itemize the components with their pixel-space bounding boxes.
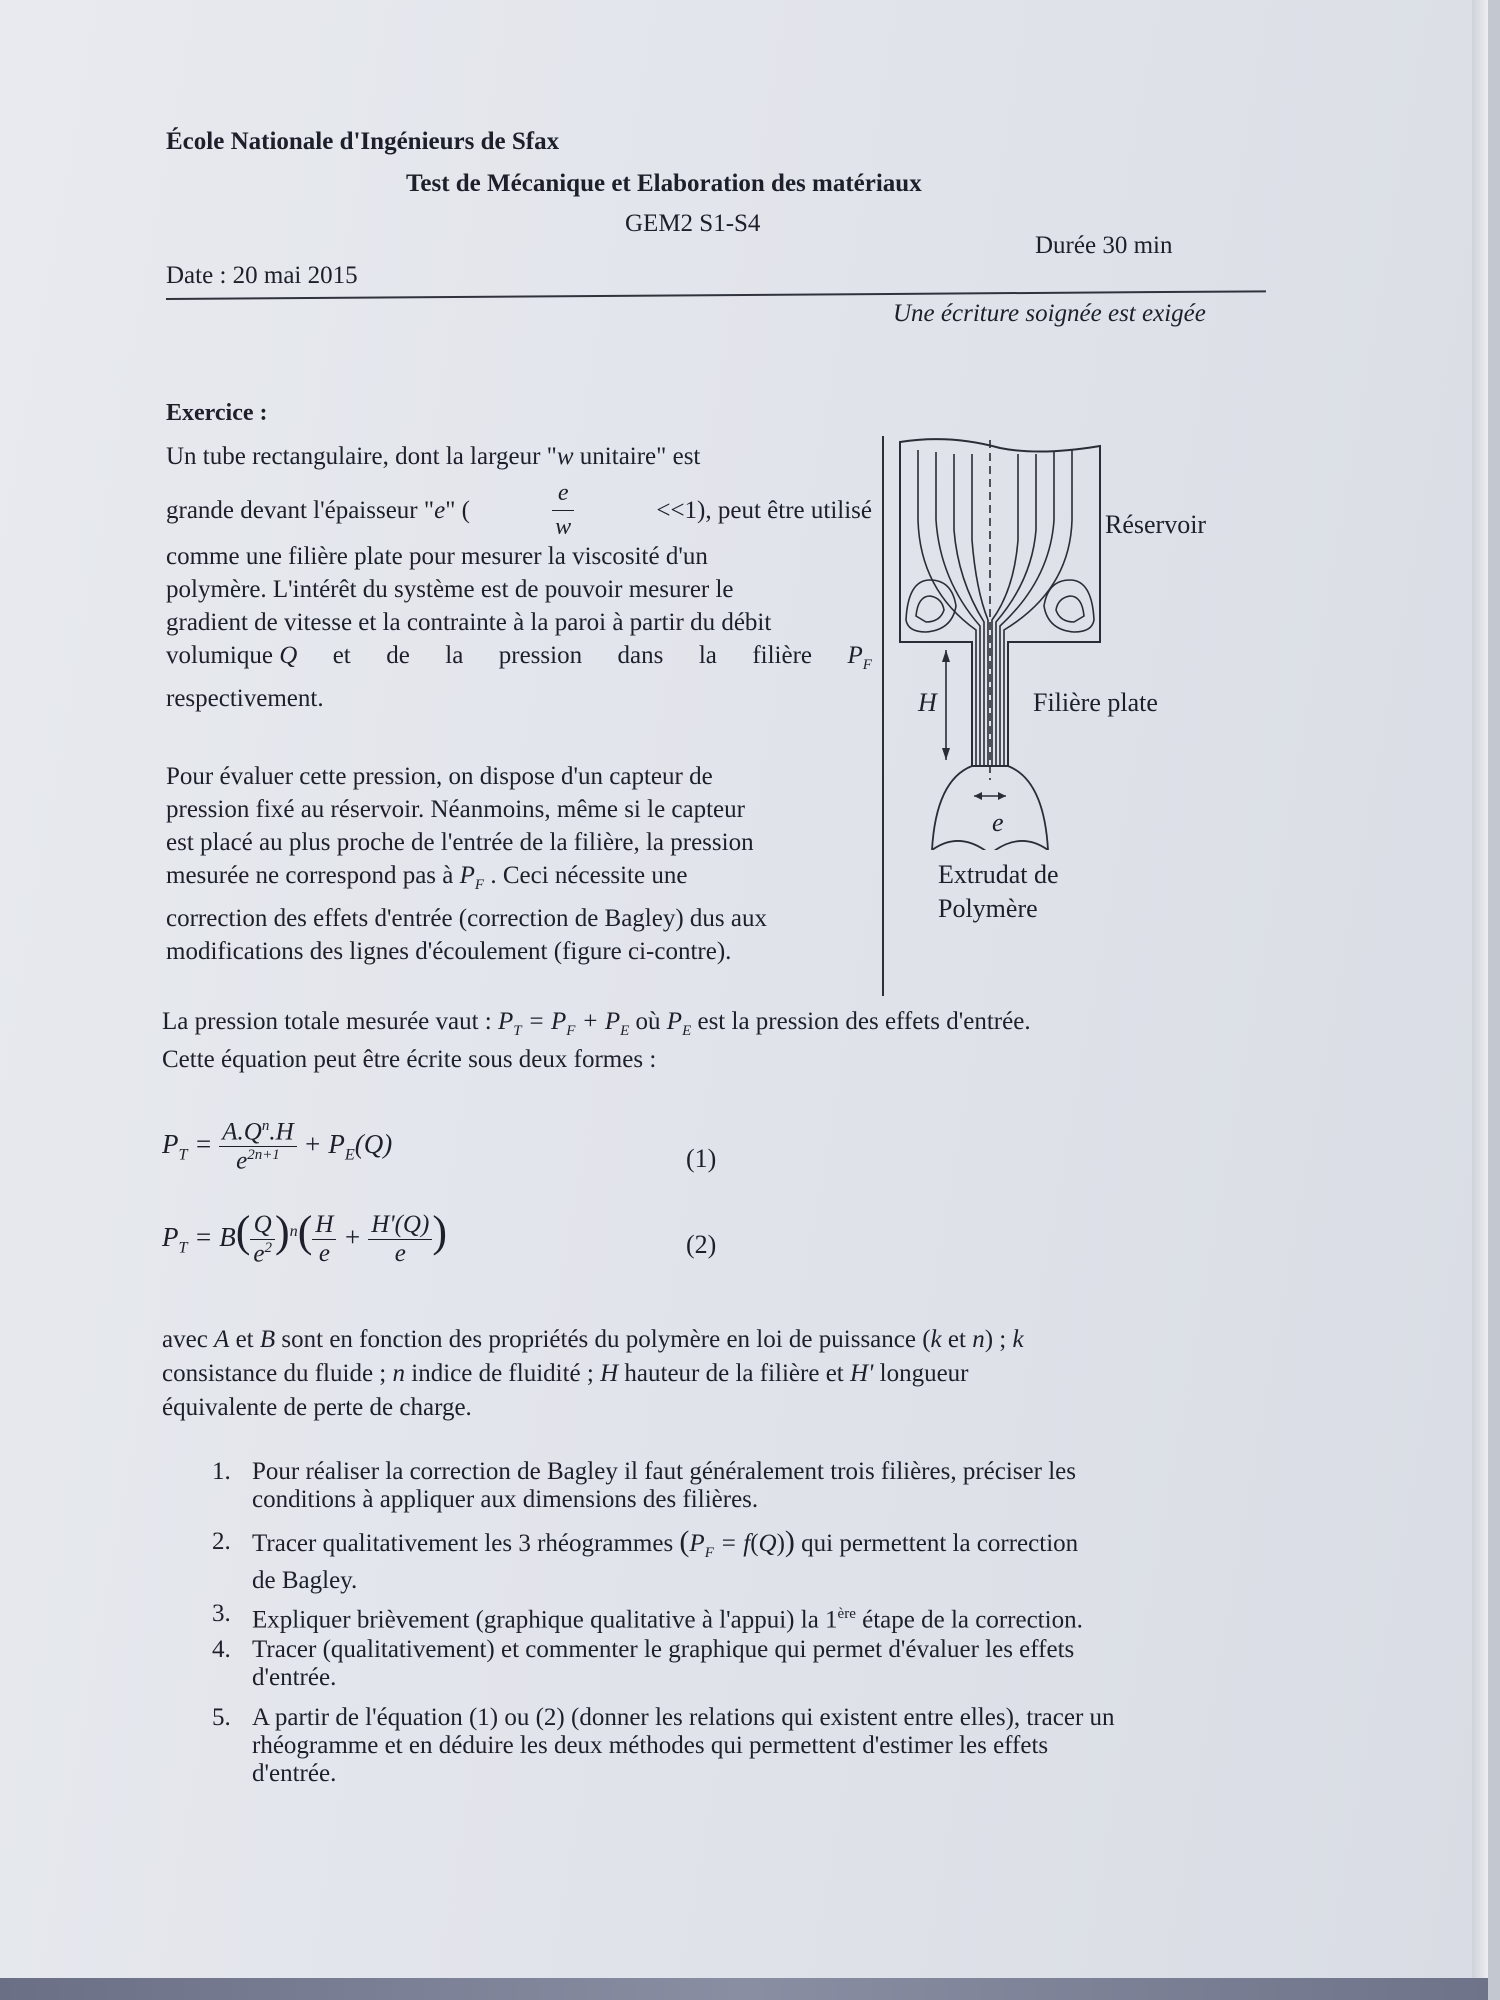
extrudate-label-2: Polymère bbox=[938, 894, 1038, 923]
equation-1-number: (1) bbox=[686, 1144, 717, 1173]
question-5-line-1: A partir de l'équation (1) ou (2) (donner les relations qui existent entre elles), tracer un bbox=[252, 1704, 1115, 1731]
test-title: Test de Mécanique et Elaboration des matériaux bbox=[406, 170, 922, 197]
question-3-number: 3. bbox=[212, 1600, 231, 1627]
die-label: Filière plate bbox=[1033, 688, 1158, 717]
ratio-fraction: $\frac{e}{w}$ bbox=[552, 477, 574, 544]
question-3-line-1: Expliquer brièvement (graphique qualitative à l'appui) la 1ère étape de la correction. bbox=[252, 1606, 1083, 1634]
forms-line: Cette équation peut être écrite sous deux formes : bbox=[162, 1046, 657, 1073]
group-label: GEM2 S1-S4 bbox=[625, 210, 761, 237]
question-3 bbox=[252, 1600, 1083, 1634]
equation-2: $P_T = B$( $\frac{Q}{e^2}$ )$^n$( $\frac{H}{e}$ + $\frac{H'(Q)}{e}$ ) bbox=[162, 1207, 447, 1268]
intro-line-5: gradient de vitesse et la contrainte à la paroi à partir du débit bbox=[166, 609, 772, 636]
equation-2-number: (2) bbox=[686, 1230, 717, 1259]
writing-note: Une écriture soignée est exigée bbox=[893, 300, 1206, 327]
second-line-4: mesurée ne correspond pas à $P_F$ . Ceci nécessite une bbox=[166, 862, 688, 893]
school-name: École Nationale d'Ingénieurs de Sfax bbox=[166, 128, 560, 155]
question-1-number: 1. bbox=[212, 1458, 231, 1485]
question-1 bbox=[252, 1458, 1076, 1514]
second-line-1: Pour évaluer cette pression, on dispose d'un capteur de bbox=[166, 763, 713, 790]
question-4-number: 4. bbox=[212, 1636, 231, 1663]
intro-line-4: polymère. L'intérêt du système est de pouvoir mesurer le bbox=[166, 576, 734, 603]
question-4 bbox=[252, 1636, 1074, 1692]
duration-label: Durée 30 min bbox=[1035, 232, 1173, 259]
header-divider bbox=[166, 290, 1266, 300]
question-2-number: 2. bbox=[212, 1528, 231, 1555]
die-figure bbox=[890, 430, 1220, 850]
definitions-line-2: consistance du fluide ; n indice de fluidité ; H hauteur de la filière et H' longueur bbox=[162, 1360, 969, 1387]
intro-paragraph bbox=[166, 440, 872, 715]
intro-line-2: grande devant l'épaisseur "e" ( $\frac{e}{w}$ <<1), peut être utilisé bbox=[166, 480, 872, 540]
question-5-number: 5. bbox=[212, 1704, 231, 1731]
thickness-label: e bbox=[992, 808, 1004, 837]
total-pressure-line: La pression totale mesurée vaut : $P_T = P_F + P_E$ où $P_E$ est la pression des effets d'entrée. bbox=[162, 1008, 1031, 1039]
height-label: H bbox=[918, 688, 937, 717]
question-5-line-3: d'entrée. bbox=[252, 1760, 337, 1787]
question-1-line-1: Pour réaliser la correction de Bagley il faut généralement trois filières, préciser les bbox=[252, 1458, 1076, 1485]
second-line-5: correction des effets d'entrée (correction de Bagley) dus aux bbox=[166, 905, 768, 932]
equation-1: $P_T$ = $\frac{A.Q^n.H}{e^{2n+1}}$ + $P_E(Q)$ bbox=[162, 1118, 393, 1175]
question-5 bbox=[252, 1704, 1115, 1788]
question-4-line-1: Tracer (qualitativement) et commenter le graphique qui permet d'évaluer les effets bbox=[252, 1636, 1075, 1663]
date-label: Date : 20 mai 2015 bbox=[166, 262, 358, 289]
page-edge bbox=[1472, 0, 1488, 2000]
second-paragraph bbox=[166, 760, 872, 968]
second-line-3: est placé au plus proche de l'entrée de la filière, la pression bbox=[166, 829, 754, 856]
column-divider bbox=[882, 436, 884, 996]
definitions-line-1: avec A et B sont en fonction des propriétés du polymère en loi de puissance (k et n) ; k bbox=[162, 1326, 1024, 1353]
table-edge bbox=[0, 1978, 1488, 2000]
intro-line-1: Un tube rectangulaire, dont la largeur "w unitaire" est bbox=[166, 443, 701, 470]
second-line-2: pression fixé au réservoir. Néanmoins, même si le capteur bbox=[166, 796, 745, 823]
question-4-line-2: d'entrée. bbox=[252, 1664, 337, 1691]
question-2-line-1: Tracer qualitativement les 3 rhéogrammes $(P_F = f(Q))$ qui permettent la correction bbox=[252, 1525, 1079, 1561]
question-5-line-2: rhéogramme et en déduire les deux méthodes qui permettent d'estimer les effets bbox=[252, 1732, 1049, 1759]
question-2 bbox=[252, 1525, 1079, 1595]
definitions-line-3: équivalente de perte de charge. bbox=[162, 1394, 472, 1421]
reservoir-label: Réservoir bbox=[1105, 510, 1207, 539]
question-2-line-2: de Bagley. bbox=[252, 1567, 358, 1594]
question-1-line-2: conditions à appliquer aux dimensions des filières. bbox=[252, 1486, 759, 1513]
second-line-6: modifications des lignes d'écoulement (figure ci-contre). bbox=[166, 938, 732, 965]
exercise-title: Exercice : bbox=[166, 400, 268, 426]
intro-line-3: comme une filière plate pour mesurer la viscosité d'un bbox=[166, 543, 708, 570]
intro-line-6: volumique Q et de la pression dans la filière $P_F$ bbox=[166, 642, 872, 673]
intro-line-7: respectivement. bbox=[166, 685, 324, 712]
extrudate-label-1: Extrudat de bbox=[938, 860, 1059, 889]
